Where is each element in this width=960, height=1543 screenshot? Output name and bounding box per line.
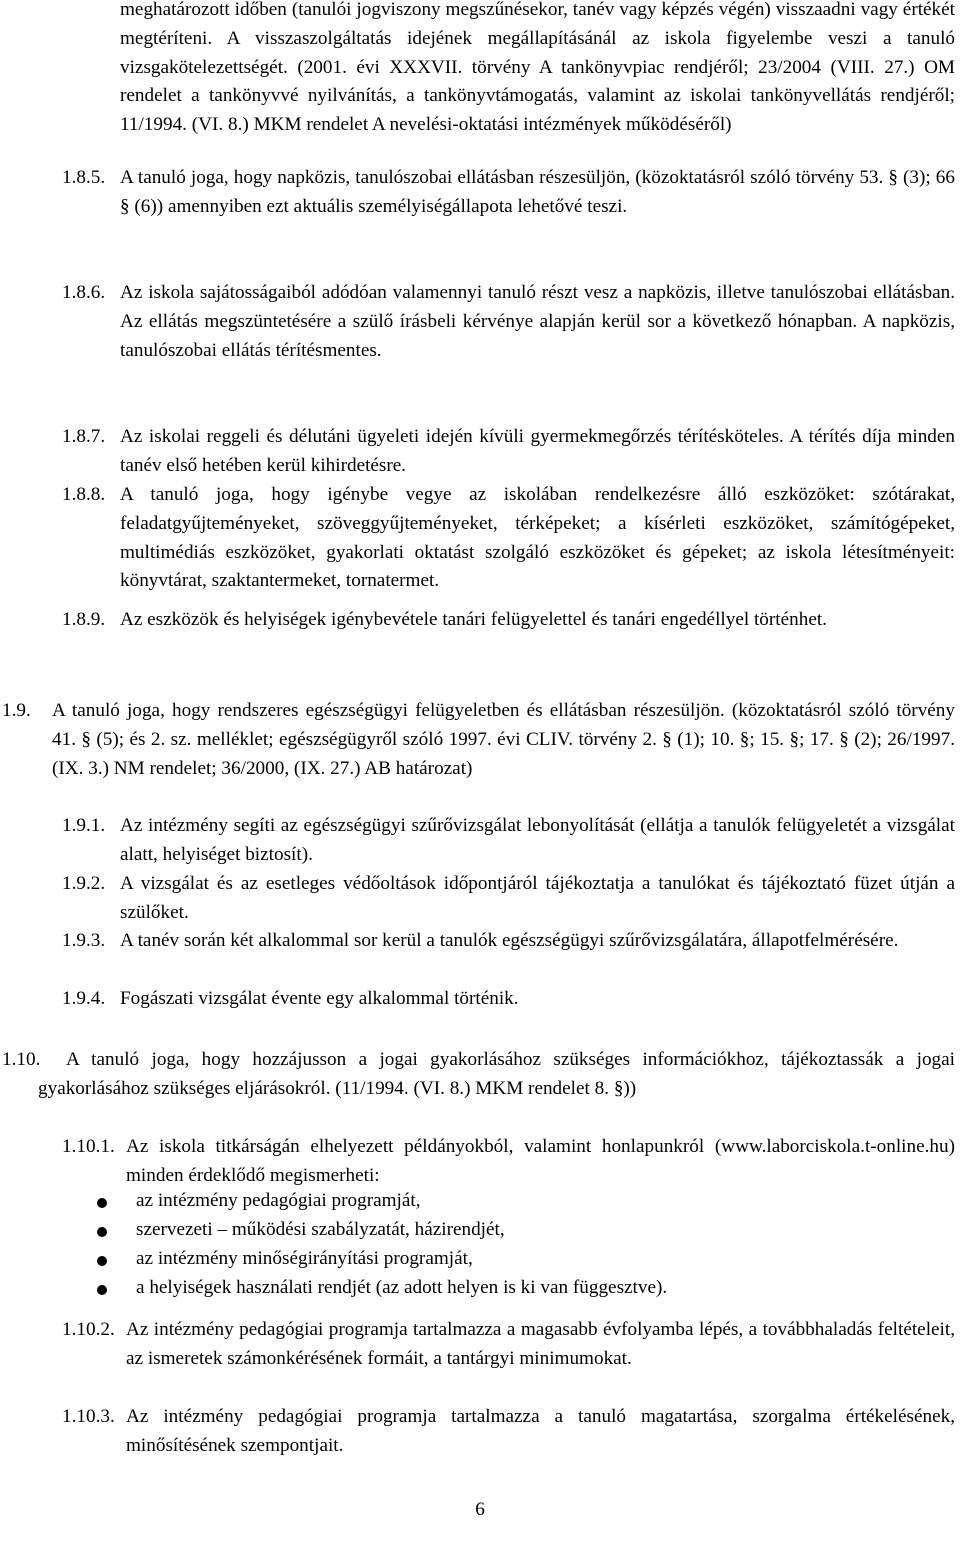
bullet-item: szervezeti – működési szabályzatát, házirendjét, <box>136 1219 505 1240</box>
paragraph-continuation: meghatározott időben (tanulói jogviszony megszűnésekor, tanév vagy képzés végén) visszaadni vagy értékét megtéríteni. A visszaszolgáltatás idejének megállapításánál az iskola figyelembe veszi a tanuló vizsgakötelezettségét. (2001. évi XXXVII. törvény A tankönyvpiac rendjéről; 23/2004 (VIII. 27.) OM rendelet a tankönyvvé nyilvánítás, a tankönyvtámogatás, valamint az iskolai tankönyvellátás rendjéről; 11/1994. (VI. 8.) MKM rendelet A nevelési-oktatási intézmények működéséről) <box>120 0 955 136</box>
item-number: 1.8.5. <box>62 167 106 188</box>
item-number: 1.8.8. <box>62 484 106 505</box>
list-item-1-8-6 <box>62 279 955 365</box>
item-number: 1.10.3. <box>62 1406 115 1427</box>
bullet-icon <box>96 1226 108 1238</box>
item-text: Az iskola sajátosságaiból adódóan valamennyi tanuló részt vesz a napközis, illetve tanulószobai ellátásban. Az ellátás megszüntetésére a szülő írásbeli kérvénye alapján kerül sor a következő hónapban. A napközis, tanulószobai ellátás térítésmentes. <box>120 282 955 361</box>
item-text: Az iskola titkárságán elhelyezett példányokból, valamint honlapunkról (www.laborciskola.t-online.hu) minden érdeklődő megismerheti: <box>126 1136 955 1186</box>
item-number: 1.9.2. <box>62 873 106 894</box>
bullet-item: az intézmény pedagógiai programját, <box>136 1190 421 1211</box>
bullet-item: az intézmény minőségirányítási programját, <box>136 1248 473 1269</box>
section-number: 1.9. <box>2 700 31 721</box>
section-body: A tanuló joga, hogy hozzájusson a jogai gyakorlásához szükséges információkhoz, tájékoztassák a jogai gyakorlásához szükséges eljárásokról. (11/1994. (VI. 8.) MKM rendelet 8. §)) <box>38 1049 955 1099</box>
section-text: A tanuló joga, hogy rendszeres egészségügyi felügyeletben és ellátásban részesüljön. (közoktatásról szóló törvény 41. § (5); és 2. sz. melléklet; egészségügyről szóló 1997. évi CLIV. törvény 2. § (1); 10. §; 15. §; 17. § (2); 26/1997. (IX. 3.) NM rendelet; 36/2000, (IX. 27.) AB határozat) <box>52 700 955 779</box>
list-item-1-8-7 <box>62 423 955 481</box>
item-text: Az eszközök és helyiségek igénybevétele tanári felügyelettel és tanári engedéllyel történhet. <box>120 609 827 630</box>
section-number: 1.10. <box>2 1049 41 1070</box>
bullet-icon <box>96 1197 108 1209</box>
list-item-1-8-8 <box>62 481 955 596</box>
item-text: A vizsgálat és az esetleges védőoltások időpontjáról tájékoztatja a tanulókat és tájékoztató füzet útján a szülőket. <box>120 873 955 923</box>
item-text: Fogászati vizsgálat évente egy alkalommal történik. <box>120 988 519 1009</box>
item-text: A tanuló joga, hogy igénybe vegye az iskolában rendelkezésre álló eszközöket: szótárakat, feladatgyűjteményeket, szöveggyűjteményeket, térképeket; a kísérleti eszközöket, számítógépeket, multimédiás eszközöket, gyakorlati oktatást szolgáló eszközöket és gépeket; az iskola létesítményeit: könyvtárat, szaktantermeket, tornatermet. <box>120 484 955 592</box>
bullet-icon <box>96 1284 108 1296</box>
list-item-1-10-1 <box>62 1133 955 1191</box>
item-text: Az intézmény pedagógiai programja tartalmazza a tanuló magatartása, szorgalma értékelésének, minősítésének szempontjait. <box>126 1406 955 1456</box>
item-number: 1.9.3. <box>62 930 106 951</box>
list-item-1-9-2 <box>62 870 955 928</box>
item-number: 1.8.7. <box>62 426 106 447</box>
section-1-9 <box>2 697 955 783</box>
item-number: 1.9.4. <box>62 988 106 1009</box>
page-number: 6 <box>475 1499 485 1520</box>
item-number: 1.10.2. <box>62 1319 115 1340</box>
list-item-1-8-9 <box>62 606 955 635</box>
item-text: A tanév során két alkalommal sor kerül a tanulók egészségügyi szűrővizsgálatára, állapotfelmérésére. <box>120 930 899 951</box>
section-text <box>2 1046 955 1104</box>
item-number: 1.8.6. <box>62 282 106 303</box>
bullet-icon <box>96 1255 108 1267</box>
list-item-1-8-5 <box>62 164 955 222</box>
list-item-1-9-3 <box>62 927 955 956</box>
list-item-1-9-1 <box>62 812 955 870</box>
list-item-1-9-4 <box>62 985 955 1014</box>
item-text: Az intézmény pedagógiai programja tartalmazza a magasabb évfolyamba lépés, a továbbhaladás feltételeit, az ismeretek számonkérésének formáit, a tantárgyi minimumokat. <box>126 1319 955 1369</box>
list-item-1-10-3 <box>62 1403 955 1461</box>
list-item-1-10-2 <box>62 1316 955 1374</box>
item-number: 1.8.9. <box>62 609 106 630</box>
item-number: 1.9.1. <box>62 815 106 836</box>
item-text: A tanuló joga, hogy napközis, tanulószobai ellátásban részesüljön, (közoktatásról szóló törvény 53. § (3); 66 § (6)) amennyiben ezt aktuális személyiségállapota lehetővé teszi. <box>120 167 955 217</box>
section-1-10 <box>2 1046 955 1104</box>
item-text: Az intézmény segíti az egészségügyi szűrővizsgálat lebonyolítását (ellátja a tanulók felügyeletét a vizsgálat alatt, helyiséget biztosít). <box>120 815 955 865</box>
item-text: Az iskolai reggeli és délutáni ügyeleti idején kívüli gyermekmegőrzés térítésköteles. A térítés díja minden tanév első hetében kerül kihirdetésre. <box>120 426 955 476</box>
item-number: 1.10.1. <box>62 1136 115 1157</box>
bullet-item: a helyiségek használati rendjét (az adott helyen is ki van függesztve). <box>136 1277 668 1298</box>
